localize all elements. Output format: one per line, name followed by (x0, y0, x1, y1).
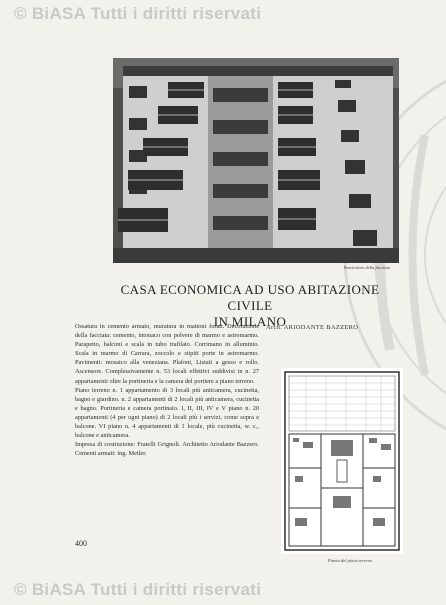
facade-photo (113, 58, 399, 263)
paragraph-credits: Impresa di costruzione: Fratelli Grignoli. Architetto Ariodante Bazzero. Cementi armati: ing. Metler. (75, 441, 259, 458)
page-number: 400 (75, 539, 87, 548)
photo-caption: Particolare della facciata (343, 265, 390, 270)
article-body (75, 322, 259, 458)
paragraph-construction: Ossatura in cemento armato, muratura in mattoni forati. Decorazione della facciata: cemento, intonaco con polvere di marmo e astromarmo. Parapetto, balconi e scala in tubo trafilato. Corrimano in alluminio. Scala in marmo di Carrara, zoccolo e stipiti porte in astromarmo. Pavimenti: mosaico alla veneziana. Plafoni, Listati a gesso e rollo. Ascensore. Complessivamente n. 53 locali effettivi suddivisi in n. 27 appartamenti oltre la portineria e la camera del portiere a piano terreno. (75, 323, 259, 385)
copyright-watermark-top: © BiASA Tutti i diritti riservati (14, 4, 262, 23)
copyright-watermark-bottom: © BiASA Tutti i diritti riservati (14, 580, 262, 599)
ground-floor-plan (281, 368, 403, 554)
paragraph-apartments: Piano terreno n. 1 appartamento di 3 locali più anticamera, cucinetta, bagno e giardino. n. 2 appartamenti di 2 locali più anticamera, cucinetta e bagno. Portineria e camera portinaio. I, II, III, IV e V piano n. 20 appartamenti (4 per ogni piano) di 2 locali più i servizi, come sopra e balcone. VI piano n. 4 appartamenti di 1 locale, più cucinetta, w. c., balcone e anticamera. (75, 386, 259, 440)
title-line-2: IN MILANO (213, 314, 287, 329)
plan-caption: Pianta del piano terreno (327, 558, 373, 563)
author-credit: Arch. ARIODANTE BAZZERO (266, 324, 359, 331)
title-line-1: CASA ECONOMICA AD USO ABITAZIONE CIVILE (120, 282, 380, 313)
